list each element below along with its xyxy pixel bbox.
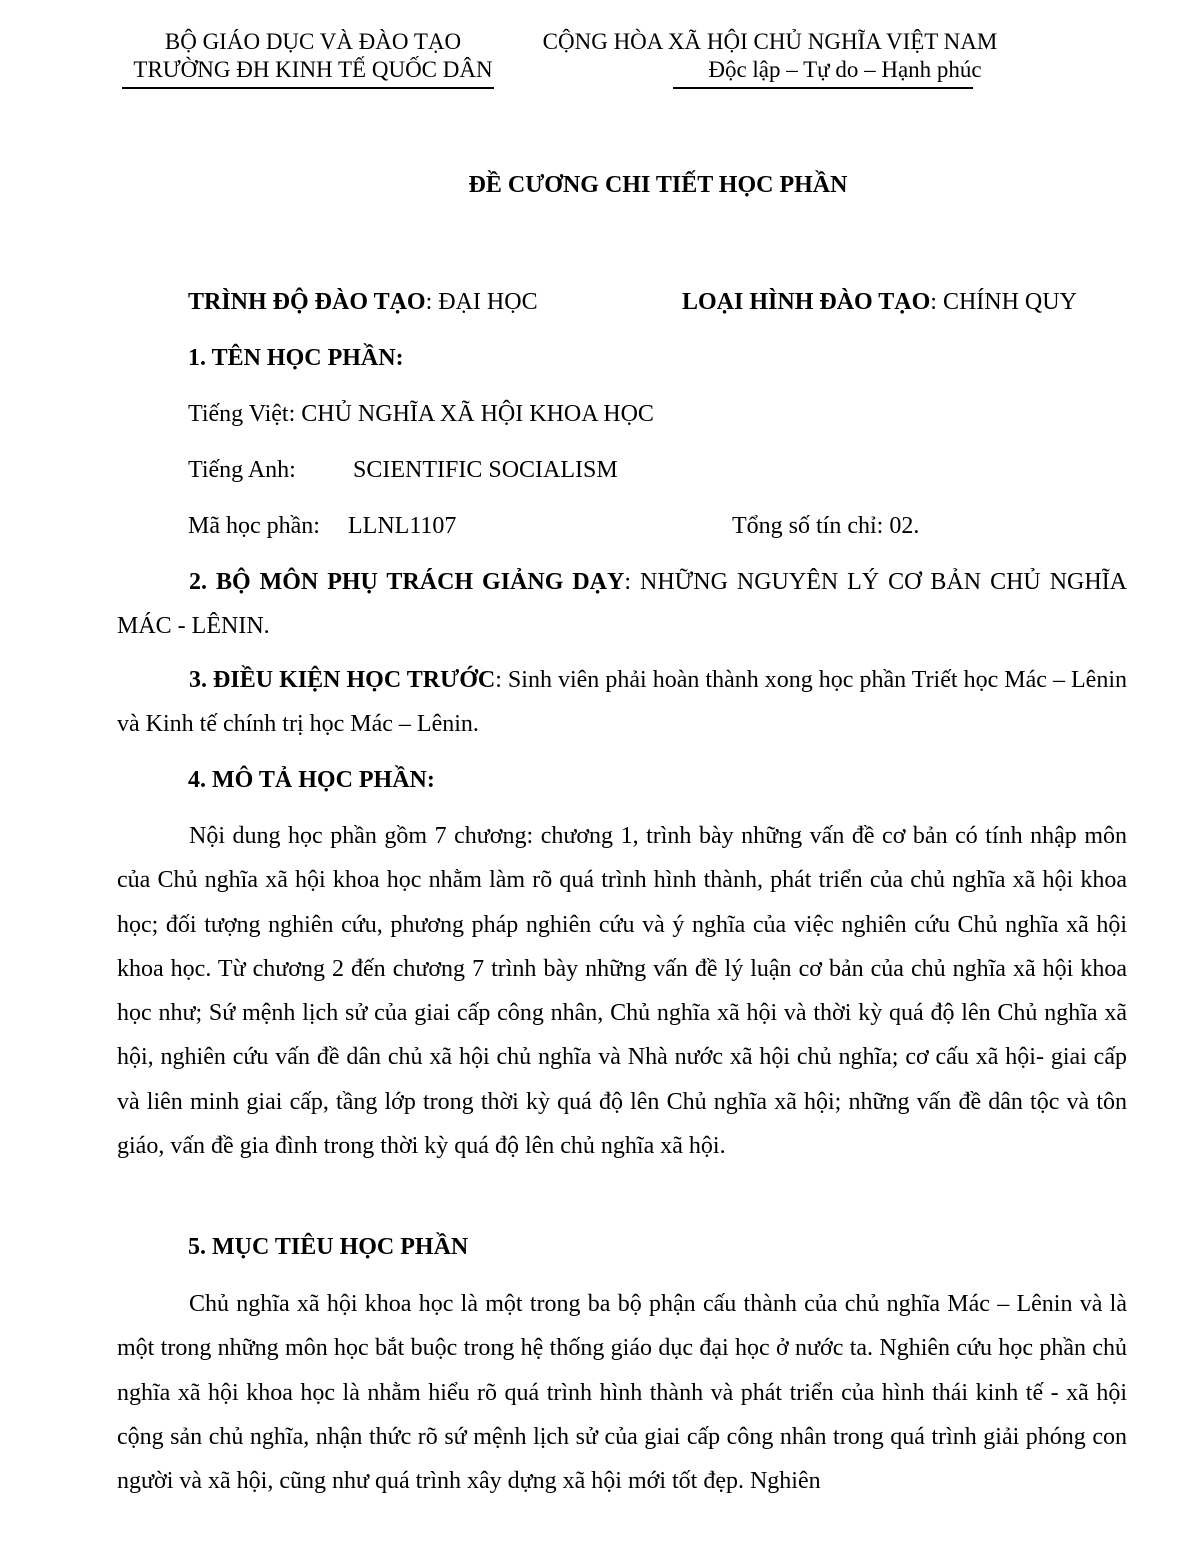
section1-heading: 1. TÊN HỌC PHẦN: [188, 345, 404, 371]
en-name-value: SCIENTIFIC SOCIALISM [353, 457, 618, 483]
section5-body: Chủ nghĩa xã hội khoa học là một trong ba bộ phận cấu thành của chủ nghĩa Mác – Lênin và là một trong những môn học bắt buộc trong hệ thống giáo dục đại học ở nước ta. Nghiên cứu học phần chủ nghĩa xã hội khoa học là nhằm hiểu rõ quá trình hình thành và phát triển của hình thái kinh tế - xã hội cộng sản chủ nghĩa, nhận thức rõ sứ mệnh lịch sử của giai cấp công nhân trong quá trình giải phóng con người và xã hội, cũng như quá trình xây dựng xã hội mới tốt đẹp. Nghiên [117, 1291, 1127, 1495]
training-type-label: LOẠI HÌNH ĐÀO TẠO [682, 289, 931, 315]
en-name-row [188, 454, 296, 486]
national-motto: Độc lập – Tự do – Hạnh phúc [708, 57, 982, 82]
section5-heading: 5. MỤC TIÊU HỌC PHẦN [188, 1234, 469, 1260]
ministry-name: BỘ GIÁO DỤC VÀ ĐÀO TẠO [164, 29, 462, 54]
en-name-label: Tiếng Anh: [188, 457, 296, 483]
course-code-value: LLNL1107 [348, 513, 457, 539]
credits-text: Tổng số tín chỉ: 02. [732, 513, 920, 539]
course-code-label: Mã học phần: [188, 513, 320, 539]
university-name: TRƯỜNG ĐH KINH TẾ QUỐC DÂN [133, 57, 493, 82]
motto-underline [673, 87, 973, 89]
section4-body: Nội dung học phần gồm 7 chương: chương 1, trình bày những vấn đề cơ bản có tính nhập môn của Chủ nghĩa xã hội khoa học nhằm làm rõ quá trình hình thành, phát triển của chủ nghĩa xã hội khoa học; đối tượng nghiên cứu, phương pháp nghiên cứu và ý nghĩa của việc nghiên cứu Chủ nghĩa xã hội khoa học. Từ chương 2 đến chương 7 trình bày những vấn đề lý luận cơ bản của chủ nghĩa xã hội khoa học như; Sứ mệnh lịch sử của giai cấp công nhân, Chủ nghĩa xã hội và thời kỳ quá độ lên Chủ nghĩa xã hội, nghiên cứu vấn đề dân chủ xã hội chủ nghĩa và Nhà nước xã hội chủ nghĩa; cơ cấu xã hội- giai cấp và liên minh giai cấp, tầng lớp trong thời kỳ quá độ lên Chủ nghĩa xã hội; những vấn đề dân tộc và tôn giáo, vấn đề gia đình trong thời kỳ quá độ lên chủ nghĩa xã hội. [117, 823, 1127, 1160]
vn-name-value: CHỦ NGHĨA XÃ HỘI KHOA HỌC [301, 401, 654, 427]
training-level-value: ĐẠI HỌC [438, 289, 538, 315]
section3-heading: 3. ĐIỀU KIỆN HỌC TRƯỚC [189, 667, 496, 693]
ministry-underline [122, 87, 494, 89]
national-header [520, 28, 1020, 84]
vn-name-label: Tiếng Việt: [188, 401, 296, 427]
national-name: CỘNG HÒA XÃ HỘI CHỦ NGHĨA VIỆT NAM [542, 29, 998, 54]
training-type: LOẠI HÌNH ĐÀO TẠO: CHÍNH QUY [682, 289, 1077, 315]
training-level: TRÌNH ĐỘ ĐÀO TẠO: ĐẠI HỌC [188, 289, 538, 315]
section4-heading: 4. MÔ TẢ HỌC PHẦN: [188, 767, 435, 793]
section3-value: Sinh viên phải hoàn thành xong học phần Triết học Mác – Lênin và Kinh tế chính trị học Mác – Lênin. [117, 667, 1127, 738]
training-level-label: TRÌNH ĐỘ ĐÀO TẠO [188, 289, 426, 315]
vn-name-row [188, 398, 654, 430]
training-type-value: CHÍNH QUY [942, 289, 1077, 315]
document-title: ĐỀ CƯƠNG CHI TIẾT HỌC PHẦN [468, 172, 848, 198]
section3-paragraph: 3. ĐIỀU KIỆN HỌC TRƯỚC: Sinh viên phải hoàn thành xong học phần Triết học Mác – Lênin và Kinh tế chính trị học Mác – Lênin. [117, 667, 1127, 738]
section2-value: NHỮNG NGUYÊN LÝ CƠ BẢN CHỦ NGHĨA MÁC - LÊNIN. [117, 569, 1128, 640]
section2-paragraph: 2. BỘ MÔN PHỤ TRÁCH GIẢNG DẠY: NHỮNG NGUYÊN LÝ CƠ BẢN CHỦ NGHĨA MÁC - LÊNIN. [117, 569, 1128, 640]
section2-heading: 2. BỘ MÔN PHỤ TRÁCH GIẢNG DẠY [189, 569, 625, 595]
ministry-header [118, 28, 508, 84]
